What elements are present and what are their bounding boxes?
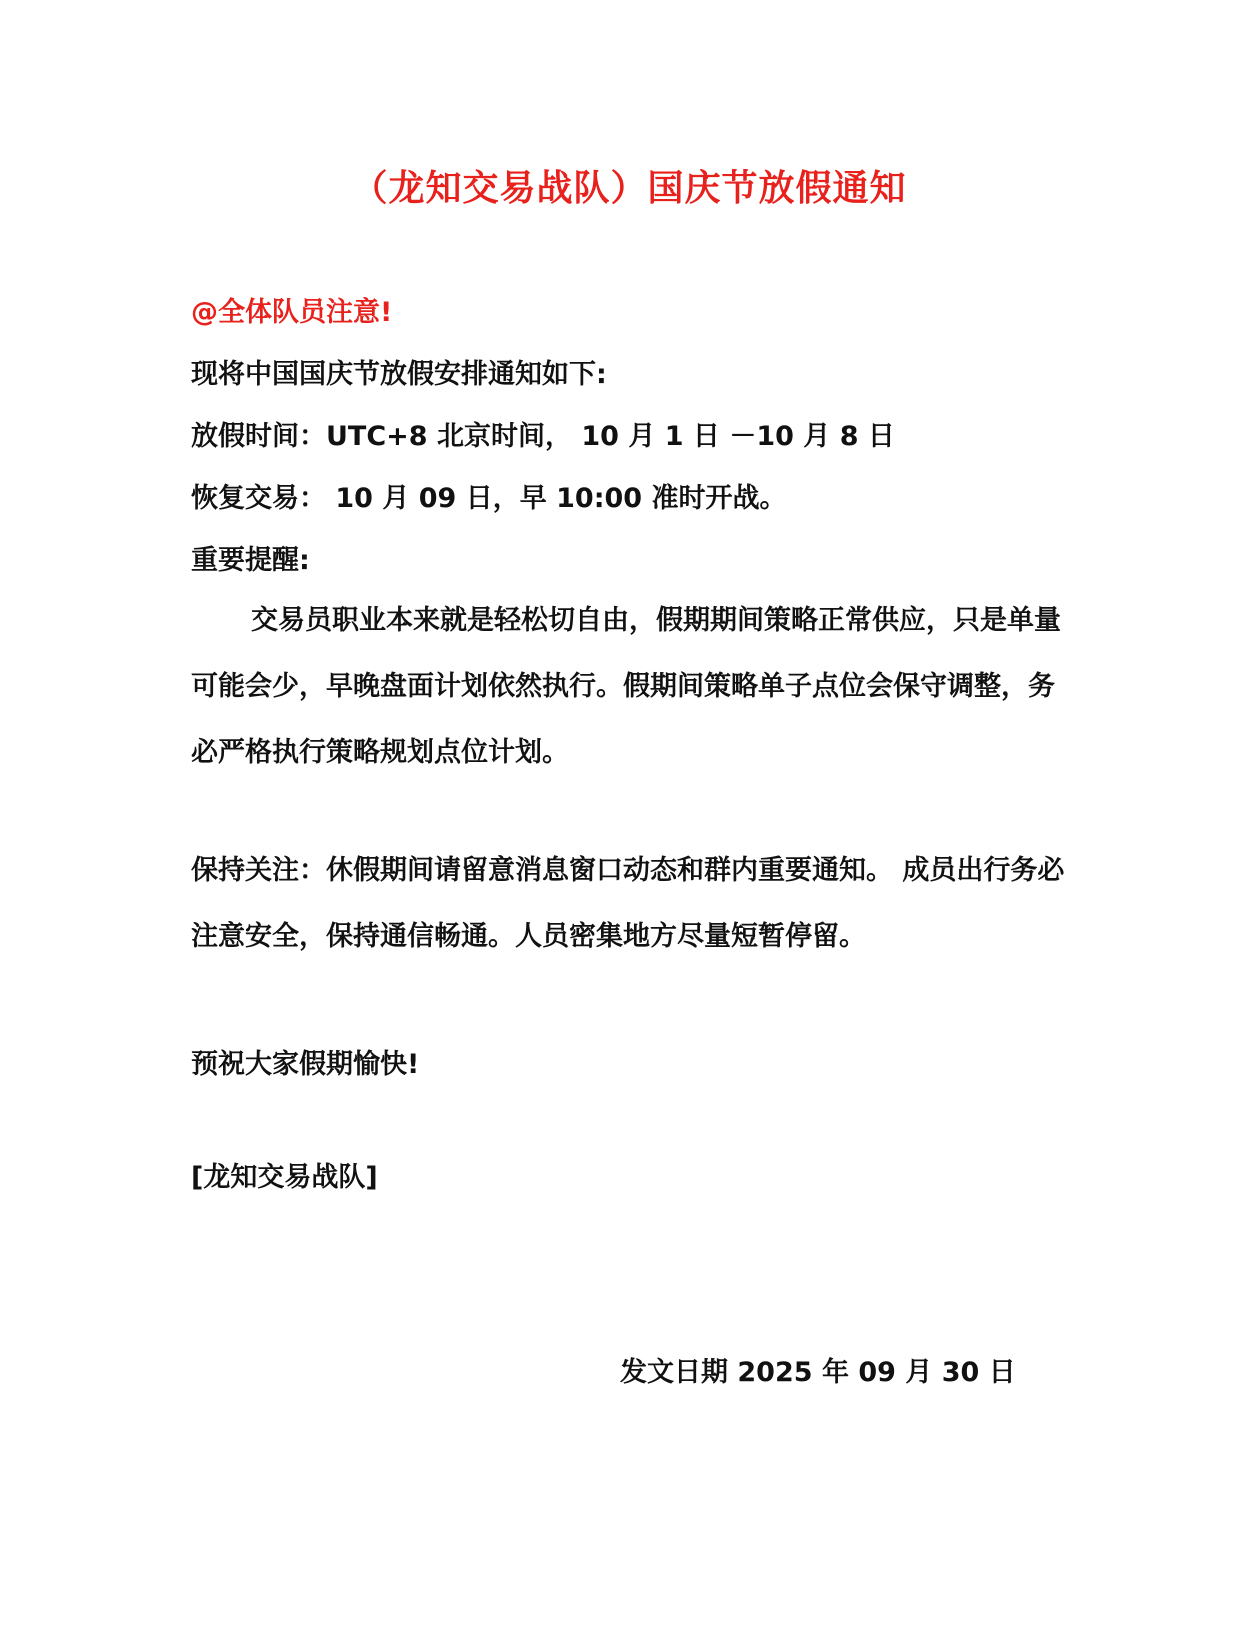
notice-title: （龙知交易战队）国庆节放假通知 (351, 168, 907, 209)
reminder-heading: 重要提醒: (191, 545, 310, 576)
wishes-line: 预祝大家假期愉快! (191, 1049, 420, 1080)
holiday-time-line: 放假时间：UTC+8 北京时间， 10 月 1 日 －10 月 8 日 (191, 421, 895, 452)
intro-line: 现将中国国庆节放假安排通知如下: (191, 359, 607, 390)
issue-date: 发文日期 2025 年 09 月 30 日 (620, 1357, 1016, 1388)
signature: [龙知交易战队] (191, 1162, 378, 1193)
attention-line: @全体队员注意! (191, 297, 393, 328)
reminder-body: 交易员职业本来就是轻松切自由，假期期间策略正常供应，只是单量可能会少，早晚盘面计划依然执行。假期间策略单子点位会保守调整，务必严格执行策略规划点位计划。 (191, 605, 1061, 768)
keep-attention-paragraph: 保持关注：休假期间请留意消息窗口动态和群内重要通知。 成员出行务必注意安全，保持通信畅通。人员密集地方尽量短暂停留。 (191, 855, 1065, 952)
resume-trading-line: 恢复交易： 10 月 09 日，早 10:00 准时开战。 (191, 483, 787, 514)
